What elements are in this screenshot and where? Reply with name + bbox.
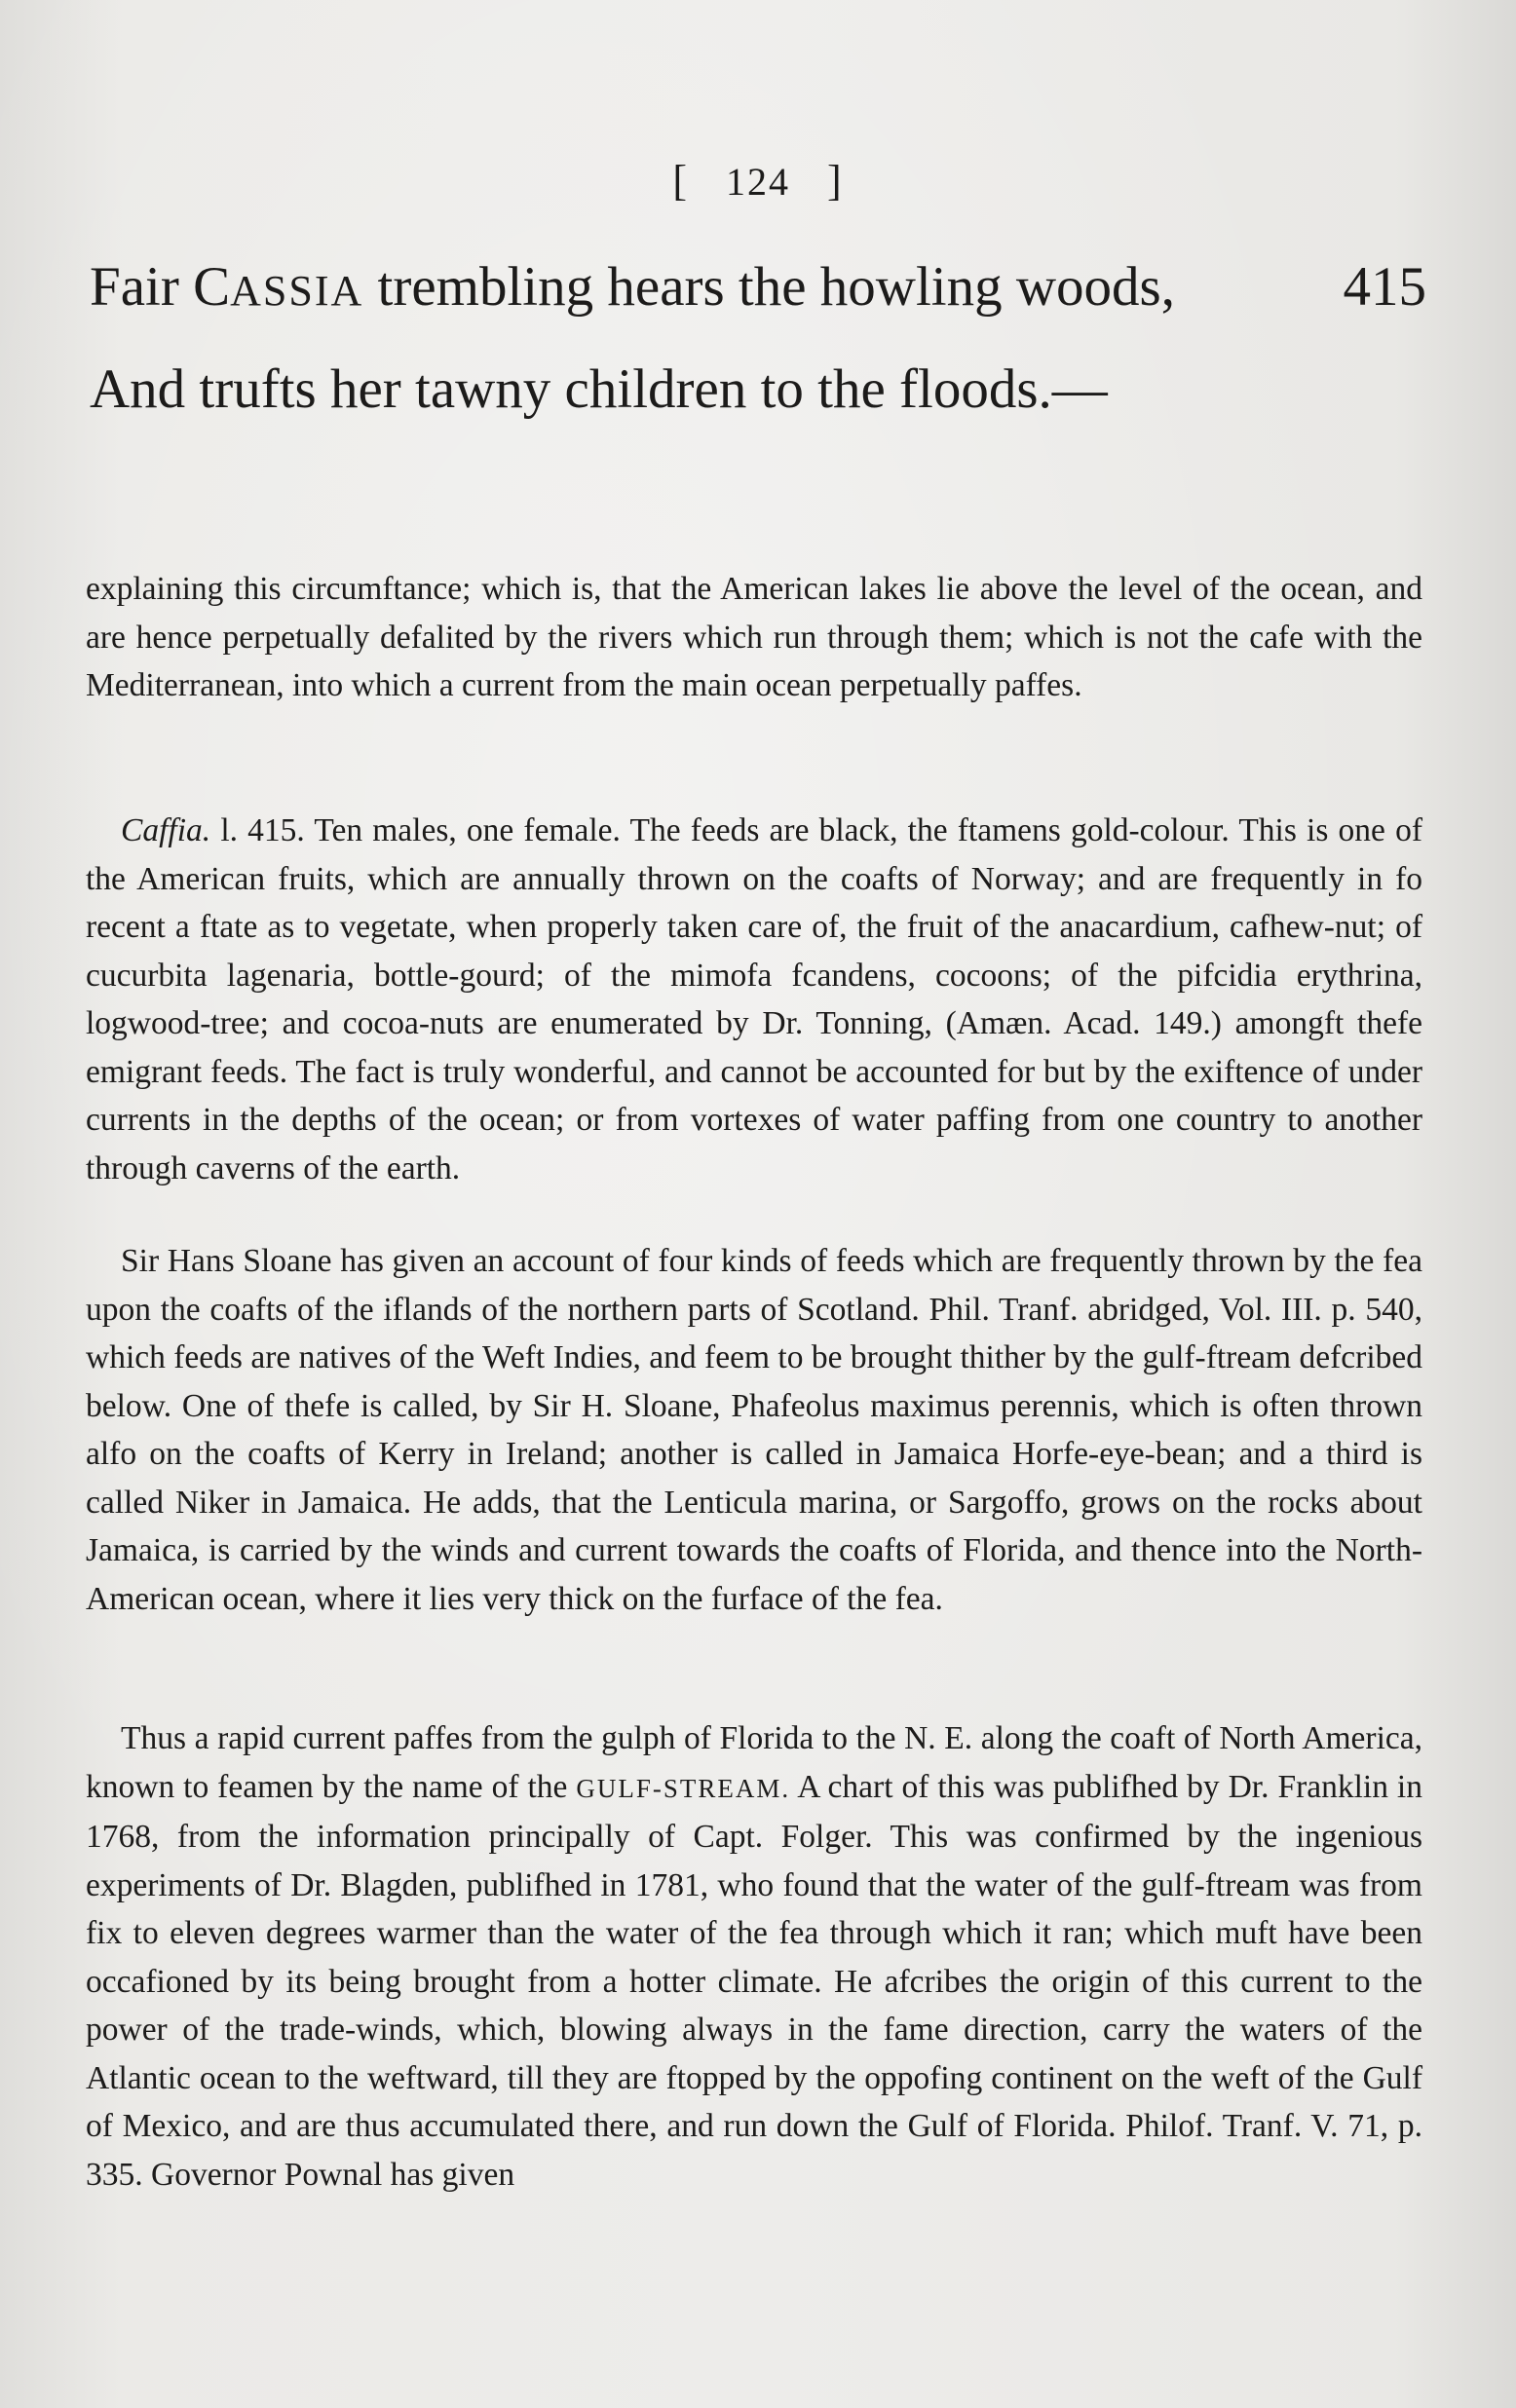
line-number: 415 [1343,256,1426,318]
verse-smallcaps-first: C [193,256,231,318]
bracket-left: [ [672,157,689,205]
page-number: 124 [726,160,790,204]
note-paragraph-2-text: l. 415. Ten males, one female. The feeds are black, the ftamens gold-colour. This is one of the American fruits, which are annually thrown on the coafts of Norway; and are frequently in fo recent a ftate as to vegetate, when properly taken care of, the fruit of the anacardium, cafhew-nut; of cucurbita lagenaria, bottle-gourd; of the mimofa fcandens, cocoons; of the pifcidia erythrina, logwood-tree; and cocoa-nuts are enumerated by Dr. Tonning, (Amæn. Acad. 149.) amongft thefe emigrant feeds. The fact is truly wonderful, and cannot be accounted for but by the exiftence of under currents in the depths of the ocean; or from vortexes of water paffing from one country to another through caverns of the earth. [86,812,1422,1186]
note-paragraph-4-body [86,1714,1422,2199]
note-paragraph-3-text: Sir Hans Sloane has given an account of four kinds of feeds which are frequently thrown by the fea upon the coafts of the iflands of the northern parts of Scotland. Phil. Tranf. abridged, Vol. III. p. 540, which feeds are natives of the Weft Indies, and feem to be brought thither by the gulf-ftream defcribed below. One of thefe is called, by Sir H. Sloane, Phafeolus maximus perennis, which is often thrown alfo on the coafts of Kerry in Ireland; another is called in Jamaica Horfe-eye-bean; and a third is called Niker in Jamaica. He adds, that the Lenticula marina, or Sargoffo, grows on the rocks about Jamaica, is carried by the winds and current towards the coafts of Florida, and thence into the North-American ocean, where it lies very thick on the furface of the fea. [86,1243,1422,1617]
gulf-stream-smallcaps: GULF-STREAM. [576,1773,791,1803]
note-paragraph-2-body [86,807,1422,1192]
note-paragraph-1 [86,565,1422,710]
note-paragraph-4 [86,1714,1422,2199]
verse-line-2 [90,360,1426,419]
cassia-heading: Caffia. [121,812,211,848]
verse-line-1-pre: Fair [90,256,194,318]
verse-line-1-post: trembling hears the howling woods, [363,256,1175,318]
verse-line-2-text: And trufts her tawny children to the floods.— [90,358,1108,420]
note-paragraph-3 [86,1237,1422,1623]
note-paragraph-4-text-a: Thus a rapid current paffes from the gulph of Florida to the N. E. along the coaft of North America, known to feamen by the name of the [86,1720,1422,1805]
note-paragraph-1-text: explaining this circumftance; which is, that the American lakes lie above the level of the ocean, and are hence perpetually defalited by the rivers which run through them; which is not the cafe with the Mediterranean, into which a current from the main ocean perpetually paffes. [86,571,1422,703]
page-header [0,156,1516,206]
verse-smallcaps-rest: ASSIA [230,267,364,315]
bracket-right: ] [827,157,844,205]
verse-line-1 [90,258,1426,320]
note-paragraph-2 [86,807,1422,1192]
note-paragraph-4-text-b: A chart of this was publifhed by Dr. Franklin in 1768, from the information principally of Capt. Folger. This was confirmed by the ingenious experiments of Dr. Blagden, publifhed in 1781, who found that the water of the gulf-ftream was from fix to eleven degrees warmer than the water of the fea through which it ran; which muft have been occafioned by its being brought from a hotter climate. He afcribes the origin of this current to the power of the trade-winds, which, blowing always in the fame direction, carry the waters of the Atlantic ocean to the weftward, till they are ftopped by the oppofing continent on the weft of the Gulf of Mexico, and are thus accumulated there, and run down the Gulf of Florida. Philof. Tranf. V. 71, p. 335. Governor Pownal has given [86,1768,1422,2193]
